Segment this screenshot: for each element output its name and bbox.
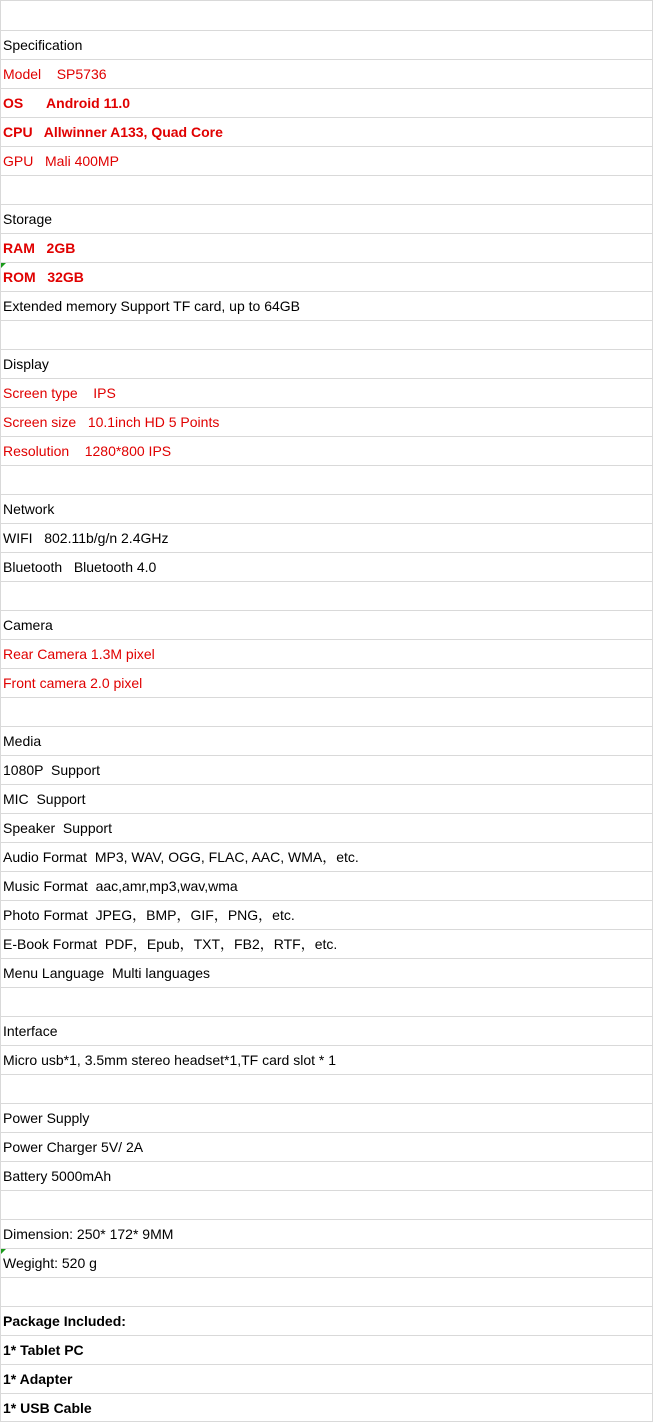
spec-row: Bluetooth Bluetooth 4.0 xyxy=(1,552,653,581)
spec-row: OS Android 11.0 xyxy=(1,88,653,117)
spec-row: Battery 5000mAh xyxy=(1,1161,653,1190)
spec-row: Resolution 1280*800 IPS xyxy=(1,436,653,465)
spec-row: 1* USB Cable xyxy=(1,1393,653,1422)
spec-row: Storage xyxy=(1,204,653,233)
spec-row: Camera xyxy=(1,610,653,639)
spec-row: Power Supply xyxy=(1,1103,653,1132)
spec-row: WIFI 802.11b/g/n 2.4GHz xyxy=(1,523,653,552)
empty-row xyxy=(1,320,653,349)
spec-row: 1* Adapter xyxy=(1,1364,653,1393)
empty-row xyxy=(1,1190,653,1219)
empty-row xyxy=(1,1277,653,1306)
spec-row: Dimension: 250* 172* 9MM xyxy=(1,1219,653,1248)
spec-row: GPU Mali 400MP xyxy=(1,146,653,175)
spec-row: Audio Format MP3, WAV, OGG, FLAC, AAC, WMA，etc. xyxy=(1,842,653,871)
spec-row: Display xyxy=(1,349,653,378)
empty-row xyxy=(1,1074,653,1103)
spec-row: Speaker Support xyxy=(1,813,653,842)
empty-row xyxy=(1,465,653,494)
spec-row: RAM 2GB xyxy=(1,233,653,262)
spec-row: Music Format aac,amr,mp3,wav,wma xyxy=(1,871,653,900)
spec-row: CPU Allwinner A133, Quad Core xyxy=(1,117,653,146)
spec-row: Package Included: xyxy=(1,1306,653,1335)
empty-row xyxy=(1,697,653,726)
empty-row xyxy=(1,0,653,30)
empty-row xyxy=(1,581,653,610)
spec-row: Front camera 2.0 pixel xyxy=(1,668,653,697)
spec-row: Rear Camera 1.3M pixel xyxy=(1,639,653,668)
spec-row: Micro usb*1, 3.5mm stereo headset*1,TF card slot * 1 xyxy=(1,1045,653,1074)
spec-row: E-Book Format PDF，Epub，TXT，FB2，RTF，etc. xyxy=(1,929,653,958)
spec-row: Network xyxy=(1,494,653,523)
empty-row xyxy=(1,175,653,204)
spec-row: Specification xyxy=(1,30,653,59)
spec-row: Power Charger 5V/ 2A xyxy=(1,1132,653,1161)
spec-row: 1* Tablet PC xyxy=(1,1335,653,1364)
spec-row: MIC Support xyxy=(1,784,653,813)
empty-row xyxy=(1,987,653,1016)
spec-row: Wegight: 520 g xyxy=(1,1248,653,1277)
spec-row: Photo Format JPEG，BMP，GIF，PNG，etc. xyxy=(1,900,653,929)
spec-row: Extended memory Support TF card, up to 64GB xyxy=(1,291,653,320)
spec-row: Screen type IPS xyxy=(1,378,653,407)
spec-row: Media xyxy=(1,726,653,755)
spec-row: Screen size 10.1inch HD 5 Points xyxy=(1,407,653,436)
spec-row: Model SP5736 xyxy=(1,59,653,88)
spec-row: ROM 32GB xyxy=(1,262,653,291)
spec-row: Menu Language Multi languages xyxy=(1,958,653,987)
spec-row: 1080P Support xyxy=(1,755,653,784)
spec-row: Interface xyxy=(1,1016,653,1045)
